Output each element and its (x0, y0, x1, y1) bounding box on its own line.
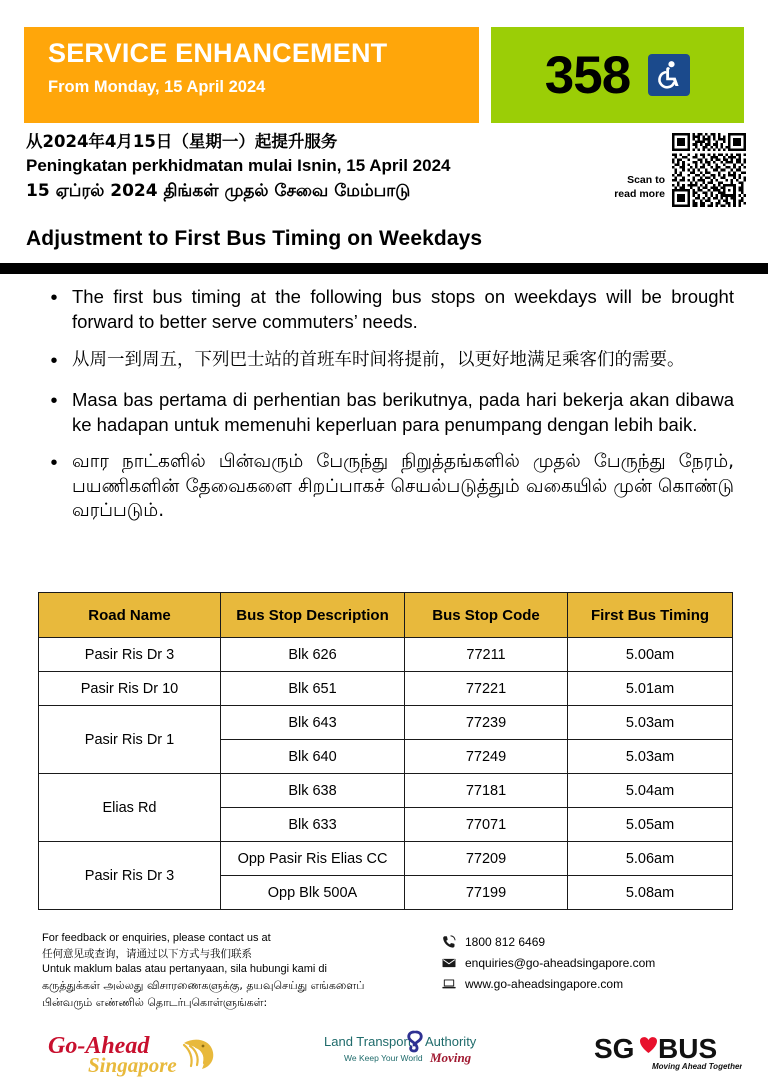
cell-road-name: Elias Rd (39, 774, 221, 842)
cell-bus-stop-code: 77221 (405, 672, 568, 706)
logo-lta-line1-b: Authority (425, 1034, 477, 1049)
table-header (39, 593, 733, 638)
cell-first-bus-timing: 5.05am (568, 808, 733, 842)
route-badge (491, 27, 744, 123)
cell-bus-stop-description: Blk 633 (221, 808, 405, 842)
cell-road-name: Pasir Ris Dr 3 (39, 638, 221, 672)
contact-intro-tamil-line1: கருத்துக்கள் அல்லது விசாரணைகளுக்கு, தயவுசெய்து எங்களைப் (42, 979, 365, 993)
cell-road-name: Pasir Ris Dr 10 (39, 672, 221, 706)
wheelchair-icon (648, 54, 690, 96)
bullet-text-ta: வார நாட்களில் பின்வரும் பேருந்து நிறுத்தங்களில் முதல் பேருந்து நேரம், பயணிகளின் தேவைகளை சிறப்பாகச் செயல்படுத்தும் வகையில் முன் கொண்டு வரப்படும். (72, 451, 734, 521)
divider-rule (0, 263, 768, 274)
service-enhancement-banner (24, 27, 479, 123)
cell-bus-stop-description: Opp Blk 500A (221, 876, 405, 910)
qr-section (614, 133, 746, 207)
contact-email-value: enquiries@go-aheadsingapore.com (465, 956, 656, 970)
bullet-text-cn: 从周一到周五，下列巴士站的首班车时间将提前，以更好地满足乘客们的需要。 (72, 349, 685, 370)
contact-phone[interactable] (442, 935, 655, 949)
cell-first-bus-timing: 5.01am (568, 672, 733, 706)
contact-intro-chinese: 任何意见或查询，请通过以下方式与我们联系 (42, 947, 252, 960)
land-transport-authority-logo (322, 1028, 482, 1074)
cell-bus-stop-code: 77239 (405, 706, 568, 740)
cell-bus-stop-code: 77209 (405, 842, 568, 876)
contact-intro-english: For feedback or enquiries, please contact us at (42, 932, 271, 944)
cell-bus-stop-description: Blk 643 (221, 706, 405, 740)
qr-caption (614, 174, 665, 207)
bullet-item (30, 450, 742, 522)
cell-first-bus-timing: 5.04am (568, 774, 733, 808)
contact-website-value: www.go-aheadsingapore.com (465, 977, 624, 991)
heart-icon (640, 1037, 657, 1053)
logo-sgbus-a: SG (594, 1033, 635, 1064)
go-ahead-singapore-logo (46, 1031, 251, 1077)
contact-intro-malay: Untuk maklum balas atau pertanyaan, sila hubungi kami di (42, 962, 327, 975)
banner-title: SERVICE ENHANCEMENT (48, 38, 388, 68)
poster-header (24, 27, 744, 123)
cell-bus-stop-description: Blk 626 (221, 638, 405, 672)
bullet-marker: • (50, 452, 58, 475)
table-row (39, 638, 733, 672)
table-row (39, 842, 733, 876)
contact-email[interactable] (442, 956, 655, 970)
contact-details-block (442, 935, 655, 998)
cell-first-bus-timing: 5.08am (568, 876, 733, 910)
cell-road-name: Pasir Ris Dr 1 (39, 706, 221, 774)
bullet-item (30, 348, 742, 375)
bullet-text-ms: Masa bas pertama di perhentian bas berikutnya, pada hari bekerja akan dibawa ke hadapan untuk memenuhi keperluan para penumpang dengan lebih baik. (72, 388, 734, 435)
qr-caption-line2: read more (614, 188, 665, 201)
cell-bus-stop-description: Blk 638 (221, 774, 405, 808)
table-row (39, 706, 733, 740)
column-header-road-name: Road Name (39, 593, 221, 638)
logo-lta-line1-a: Land Transport (324, 1034, 412, 1049)
route-number: 358 (544, 45, 631, 105)
logo-lta-tagline-a: We Keep Your World (344, 1053, 423, 1063)
phone-icon (442, 935, 456, 949)
cell-first-bus-timing: 5.06am (568, 842, 733, 876)
logo-sgbus-tagline: Moving Ahead Together (652, 1062, 742, 1071)
cell-bus-stop-code: 77249 (405, 740, 568, 774)
table-row (39, 774, 733, 808)
table-body (39, 638, 733, 910)
subheading-chinese: 从2024年4月15日（星期一）起提升服务 (26, 132, 338, 151)
qr-code-icon[interactable] (672, 133, 746, 207)
first-bus-timing-table (38, 592, 733, 910)
multilingual-subheading (26, 130, 586, 204)
page-title: Adjustment to First Bus Timing on Weekdays (26, 227, 483, 250)
bullet-item (30, 285, 742, 335)
logo-operator-line2: Singapore (88, 1053, 177, 1077)
announcement-bullets (30, 285, 742, 536)
cell-bus-stop-description: Opp Pasir Ris Elias CC (221, 842, 405, 876)
bullet-marker: • (50, 349, 58, 372)
cell-first-bus-timing: 5.03am (568, 706, 733, 740)
cell-bus-stop-description: Blk 651 (221, 672, 405, 706)
subheading-malay: Peningkatan perkhidmatan mulai Isnin, 15 April 2024 (26, 156, 451, 176)
cell-road-name: Pasir Ris Dr 3 (39, 842, 221, 910)
cell-first-bus-timing: 5.03am (568, 740, 733, 774)
cell-bus-stop-code: 77199 (405, 876, 568, 910)
banner-subtitle: From Monday, 15 April 2024 (48, 77, 266, 96)
logo-operator-line1: Go-Ahead (48, 1033, 150, 1059)
cell-bus-stop-code: 77071 (405, 808, 568, 842)
envelope-icon (442, 956, 456, 970)
bullet-text-en: The first bus timing at the following bus stops on weekdays will be brought forward to better serve commuters’ needs. (72, 286, 734, 332)
cell-bus-stop-code: 77211 (405, 638, 568, 672)
bullet-item (30, 388, 742, 438)
column-header-bus-stop-code: Bus Stop Code (405, 593, 568, 638)
contact-intro-block (42, 931, 422, 1011)
contact-website[interactable] (442, 977, 655, 991)
column-header-bus-stop-description: Bus Stop Description (221, 593, 405, 638)
logo-sgbus-b: BUS (658, 1033, 718, 1064)
table-row (39, 672, 733, 706)
subheading-tamil: 15 ஏப்ரல் 2024 திங்கள் முதல் சேவை மேம்பாடு (26, 181, 411, 202)
contact-phone-value: 1800 812 6469 (465, 935, 546, 949)
cell-bus-stop-code: 77181 (405, 774, 568, 808)
cell-bus-stop-description: Blk 640 (221, 740, 405, 774)
cell-first-bus-timing: 5.00am (568, 638, 733, 672)
logo-lta-tagline-b: Moving (430, 1050, 472, 1065)
laptop-icon (442, 977, 456, 991)
column-header-first-bus-timing: First Bus Timing (568, 593, 733, 638)
contact-intro-tamil-line2: பின்வரும் எண்ணில் தொடர்புகொள்ளுங்கள்: (42, 996, 268, 1010)
qr-caption-line1: Scan to (627, 174, 665, 187)
bullet-marker: • (50, 287, 58, 309)
sg-bus-logo (592, 1031, 742, 1077)
table-header-row (39, 593, 733, 638)
bullet-marker: • (50, 389, 58, 412)
